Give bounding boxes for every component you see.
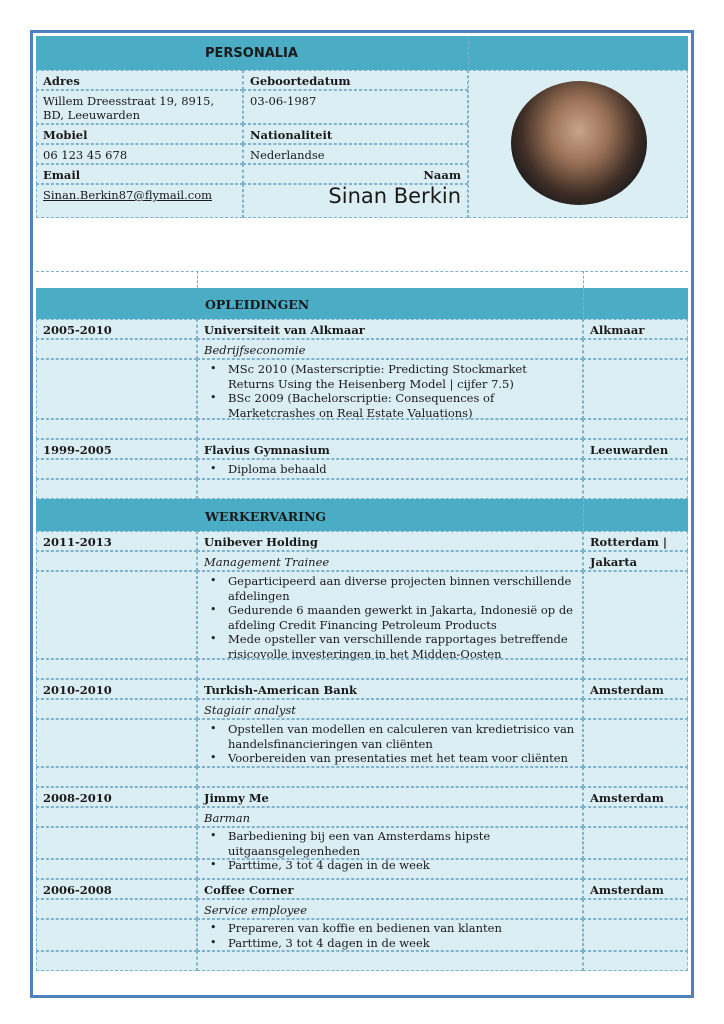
work-2-bullet-2: • Voorbereiden van presentaties met het team voor cliënten xyxy=(222,751,576,766)
education-title: OPLEIDINGEN xyxy=(205,297,310,312)
work-3-period: 2008-2010 xyxy=(36,787,197,807)
nationality-value: Nederlandse xyxy=(243,144,468,164)
edu-1-location: Alkmaar xyxy=(583,319,688,339)
work-3-gap-right xyxy=(583,859,688,879)
work-2-period: 2010-2010 xyxy=(36,679,197,699)
edu-1-left-b xyxy=(36,359,197,419)
spacer-row xyxy=(36,271,688,288)
work-4-bullet-2: • Parttime, 3 tot 4 dagen in de week xyxy=(222,936,576,951)
edu-2-gap-left xyxy=(36,479,197,499)
work-3-company: Jimmy Me xyxy=(197,787,583,807)
work-2-right-a xyxy=(583,699,688,719)
work-3-left-b xyxy=(36,827,197,859)
mobile-label: Mobiel xyxy=(36,124,243,144)
work-2-company: Turkish-American Bank xyxy=(197,679,583,699)
work-3-location: Amsterdam xyxy=(583,787,688,807)
profile-photo xyxy=(511,81,647,205)
edu-2-right-a xyxy=(583,459,688,479)
edu-2-gap-right xyxy=(583,479,688,499)
edu-1-subtitle: Bedrijfseconomie xyxy=(197,339,583,359)
work-3-bullets xyxy=(197,827,583,872)
work-3-gap-left xyxy=(36,859,197,879)
work-4-gap-right xyxy=(583,951,688,971)
cv-page-frame xyxy=(30,30,694,998)
edu-1-institution: Universiteit van Alkmaar xyxy=(197,319,583,339)
work-2-right-b xyxy=(583,719,688,767)
edu-2-institution: Flavius Gymnasium xyxy=(197,439,583,459)
work-1-gap-right xyxy=(583,659,688,679)
birth-label: Geboortedatum xyxy=(243,70,468,90)
birth-value: 03-06-1987 xyxy=(243,90,468,124)
education-header-divider xyxy=(583,288,584,319)
work-4-company: Coffee Corner xyxy=(197,879,583,899)
work-1-period: 2011-2013 xyxy=(36,531,197,551)
work-header-bar xyxy=(36,499,688,531)
work-4-left-a xyxy=(36,899,197,919)
personalia-title: PERSONALIA xyxy=(205,46,298,61)
work-1-location-2: Jakarta xyxy=(583,551,688,571)
work-4-gap-mid xyxy=(197,951,583,971)
work-4-right-b xyxy=(583,919,688,951)
work-4-bullet-1: • Prepareren van koffie en bedienen van klanten xyxy=(222,921,576,936)
work-2-gap-mid xyxy=(197,767,583,787)
work-3-role: Barman xyxy=(197,807,583,827)
work-2-left-b xyxy=(36,719,197,767)
work-2-location: Amsterdam xyxy=(583,679,688,699)
email-link[interactable]: Sinan.Berkin87@flymail.com xyxy=(43,188,213,202)
personalia-header-divider xyxy=(468,36,469,70)
edu-2-location: Leeuwarden xyxy=(583,439,688,459)
edu-1-right-a xyxy=(583,339,688,359)
work-1-left-b xyxy=(36,571,197,659)
work-3-right-a xyxy=(583,807,688,827)
edu-2-bullet-1: • Diploma behaald xyxy=(222,462,576,477)
work-1-bullet-1: • Geparticipeerd aan diverse projecten binnen verschillende afdelingen xyxy=(222,574,576,603)
edu-1-right-b xyxy=(583,359,688,419)
address-label: Adres xyxy=(36,70,243,90)
email-value-cell xyxy=(36,184,243,218)
education-header-bar xyxy=(36,288,688,319)
spacer-divider-1 xyxy=(197,271,198,288)
name-value: Sinan Berkin xyxy=(243,184,468,218)
mobile-value: 06 123 45 678 xyxy=(36,144,243,164)
edu-1-left-a xyxy=(36,339,197,359)
work-3-right-b xyxy=(583,827,688,859)
work-3-bullet-1: • Barbediening bij een van Amsterdams hipste uitgaansgelegenheden xyxy=(222,829,576,858)
address-value: Willem Dreesstraat 19, 8915, BD, Leeuwarden xyxy=(36,90,243,124)
work-1-role: Management Trainee xyxy=(197,551,583,571)
edu-1-gap-mid xyxy=(197,419,583,439)
edu-1-gap-left xyxy=(36,419,197,439)
work-1-bullet-2: • Gedurende 6 maanden gewerkt in Jakarta, Indonesië op de afdeling Credit Financing Petroleum Products xyxy=(222,603,576,632)
work-4-bullets xyxy=(197,919,583,951)
work-4-right-a xyxy=(583,899,688,919)
work-1-company: Unibever Holding xyxy=(197,531,583,551)
email-label: Email xyxy=(36,164,243,184)
nationality-label: Nationaliteit xyxy=(243,124,468,144)
work-1-gap-mid xyxy=(197,659,583,679)
work-1-right-b xyxy=(583,571,688,659)
work-4-role: Service employee xyxy=(197,899,583,919)
work-4-gap-left xyxy=(36,951,197,971)
work-1-location-1: Rotterdam | xyxy=(583,531,688,551)
work-3-left-a xyxy=(36,807,197,827)
edu-2-gap-mid xyxy=(197,479,583,499)
spacer-divider-2 xyxy=(583,271,584,288)
work-2-left-a xyxy=(36,699,197,719)
work-3-gap-mid xyxy=(197,859,583,879)
edu-1-period: 2005-2010 xyxy=(36,319,197,339)
edu-1-bullets xyxy=(197,359,583,419)
edu-2-left-a xyxy=(36,459,197,479)
work-1-bullets xyxy=(197,571,583,659)
work-title: WERKERVARING xyxy=(205,509,327,524)
edu-1-gap-right xyxy=(583,419,688,439)
work-1-gap-left xyxy=(36,659,197,679)
edu-2-bullets xyxy=(197,459,583,479)
work-3-bullet-2: • Parttime, 3 tot 4 dagen in de week xyxy=(222,858,576,873)
edu-1-bullet-2: • BSc 2009 (Bachelorscriptie: Consequences of Marketcrashes on Real Estate Valuations) xyxy=(222,391,576,420)
name-label: Naam xyxy=(243,164,468,184)
personalia-header-bar xyxy=(36,36,688,70)
work-4-location: Amsterdam xyxy=(583,879,688,899)
edu-1-bullet-1: • MSc 2010 (Masterscriptie: Predicting Stockmarket Returns Using the Heisenberg Model | cijfer 7.5) xyxy=(222,362,576,391)
edu-2-period: 1999-2005 xyxy=(36,439,197,459)
work-4-left-b xyxy=(36,919,197,951)
work-2-gap-left xyxy=(36,767,197,787)
work-header-divider xyxy=(583,499,584,531)
work-1-left-a xyxy=(36,551,197,571)
work-4-period: 2006-2008 xyxy=(36,879,197,899)
work-2-bullet-1: • Opstellen van modellen en calculeren van kredietrisico van handelsfinancieringen van cliënten xyxy=(222,722,576,751)
work-2-bullets xyxy=(197,719,583,767)
work-2-gap-right xyxy=(583,767,688,787)
work-1-bullet-3: • Mede opsteller van verschillende rapportages betreffende risicovolle investeringen in het Midden-Oosten xyxy=(222,632,576,661)
work-2-role: Stagiair analyst xyxy=(197,699,583,719)
